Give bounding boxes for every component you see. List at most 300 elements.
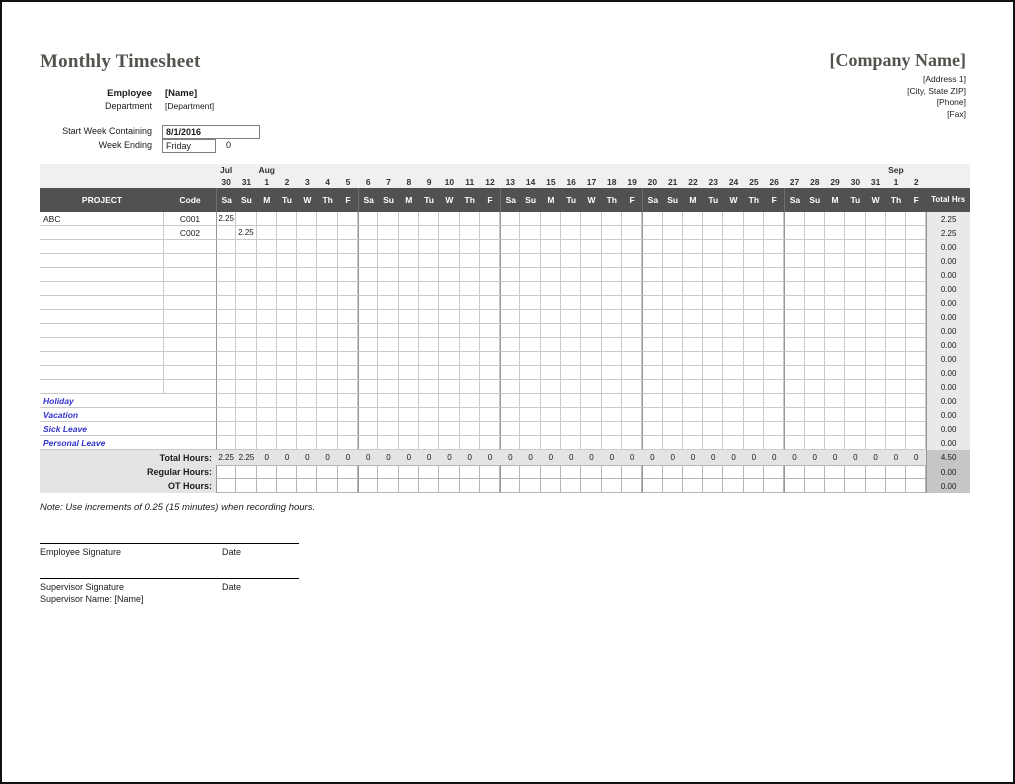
day-hours-cell[interactable] (764, 310, 784, 324)
day-hours-cell[interactable] (277, 310, 297, 324)
regular-hours-cell[interactable] (460, 465, 480, 479)
leave-hours-cell[interactable] (663, 394, 683, 408)
ot-hours-cell[interactable] (317, 479, 337, 493)
code-cell[interactable]: C002 (164, 226, 216, 240)
day-hours-cell[interactable] (784, 366, 804, 380)
day-hours-cell[interactable] (581, 282, 601, 296)
day-hours-cell[interactable] (723, 324, 743, 338)
day-hours-cell[interactable] (886, 226, 906, 240)
day-hours-cell[interactable] (683, 352, 703, 366)
leave-hours-cell[interactable] (866, 436, 886, 450)
regular-hours-cell[interactable] (419, 465, 439, 479)
day-hours-cell[interactable] (277, 352, 297, 366)
day-hours-cell[interactable] (358, 212, 378, 226)
day-hours-cell[interactable] (236, 240, 256, 254)
ot-hours-cell[interactable] (845, 479, 865, 493)
day-hours-cell[interactable] (642, 310, 662, 324)
day-hours-cell[interactable] (744, 226, 764, 240)
day-hours-cell[interactable] (886, 212, 906, 226)
day-hours-cell[interactable] (257, 240, 277, 254)
leave-hours-cell[interactable] (561, 422, 581, 436)
day-hours-cell[interactable] (642, 366, 662, 380)
day-hours-cell[interactable] (399, 366, 419, 380)
day-hours-cell[interactable] (277, 296, 297, 310)
day-hours-cell[interactable] (317, 366, 337, 380)
day-hours-cell[interactable] (480, 296, 500, 310)
ot-hours-cell[interactable] (378, 479, 398, 493)
regular-hours-cell[interactable] (906, 465, 926, 479)
day-hours-cell[interactable] (297, 324, 317, 338)
leave-hours-cell[interactable] (663, 436, 683, 450)
day-hours-cell[interactable] (460, 338, 480, 352)
day-hours-cell[interactable] (866, 324, 886, 338)
day-hours-cell[interactable] (886, 254, 906, 268)
day-hours-cell[interactable] (723, 240, 743, 254)
regular-hours-cell[interactable] (825, 465, 845, 479)
day-hours-cell[interactable] (520, 268, 540, 282)
day-hours-cell[interactable] (663, 240, 683, 254)
ot-hours-cell[interactable] (480, 479, 500, 493)
leave-hours-cell[interactable] (825, 394, 845, 408)
day-hours-cell[interactable] (602, 338, 622, 352)
day-hours-cell[interactable] (480, 366, 500, 380)
day-hours-cell[interactable] (561, 240, 581, 254)
ot-hours-cell[interactable] (784, 479, 804, 493)
day-hours-cell[interactable] (784, 310, 804, 324)
day-hours-cell[interactable] (784, 338, 804, 352)
day-hours-cell[interactable] (317, 240, 337, 254)
day-hours-cell[interactable] (723, 310, 743, 324)
day-hours-cell[interactable] (886, 268, 906, 282)
day-hours-cell[interactable] (764, 324, 784, 338)
day-hours-cell[interactable] (338, 380, 358, 394)
day-hours-cell[interactable] (622, 338, 642, 352)
day-hours-cell[interactable] (541, 380, 561, 394)
day-hours-cell[interactable] (338, 212, 358, 226)
day-hours-cell[interactable] (419, 282, 439, 296)
day-hours-cell[interactable] (378, 240, 398, 254)
day-hours-cell[interactable] (378, 226, 398, 240)
leave-hours-cell[interactable] (723, 422, 743, 436)
day-hours-cell[interactable] (744, 296, 764, 310)
leave-hours-cell[interactable] (216, 394, 236, 408)
day-hours-cell[interactable]: 2.25 (236, 226, 256, 240)
day-hours-cell[interactable] (906, 268, 926, 282)
day-hours-cell[interactable]: 2.25 (216, 212, 236, 226)
day-hours-cell[interactable] (764, 338, 784, 352)
leave-hours-cell[interactable] (622, 422, 642, 436)
leave-hours-cell[interactable] (358, 422, 378, 436)
leave-hours-cell[interactable] (825, 436, 845, 450)
day-hours-cell[interactable] (825, 310, 845, 324)
day-hours-cell[interactable] (257, 366, 277, 380)
leave-hours-cell[interactable] (338, 436, 358, 450)
leave-hours-cell[interactable] (784, 436, 804, 450)
leave-hours-cell[interactable] (216, 422, 236, 436)
regular-hours-cell[interactable] (257, 465, 277, 479)
leave-hours-cell[interactable] (906, 394, 926, 408)
leave-hours-cell[interactable] (480, 394, 500, 408)
leave-hours-cell[interactable] (602, 422, 622, 436)
leave-hours-cell[interactable] (236, 436, 256, 450)
day-hours-cell[interactable] (277, 324, 297, 338)
day-hours-cell[interactable] (399, 324, 419, 338)
day-hours-cell[interactable] (338, 310, 358, 324)
day-hours-cell[interactable] (480, 352, 500, 366)
day-hours-cell[interactable] (663, 366, 683, 380)
leave-hours-cell[interactable] (378, 422, 398, 436)
ot-hours-cell[interactable] (866, 479, 886, 493)
leave-hours-cell[interactable] (419, 436, 439, 450)
day-hours-cell[interactable] (744, 240, 764, 254)
day-hours-cell[interactable] (561, 310, 581, 324)
day-hours-cell[interactable] (520, 296, 540, 310)
ot-hours-cell[interactable] (886, 479, 906, 493)
day-hours-cell[interactable] (866, 338, 886, 352)
day-hours-cell[interactable] (358, 254, 378, 268)
day-hours-cell[interactable] (723, 380, 743, 394)
day-hours-cell[interactable] (257, 282, 277, 296)
leave-hours-cell[interactable] (866, 422, 886, 436)
day-hours-cell[interactable] (541, 240, 561, 254)
leave-hours-cell[interactable] (378, 436, 398, 450)
day-hours-cell[interactable] (703, 254, 723, 268)
day-hours-cell[interactable] (500, 352, 520, 366)
leave-hours-cell[interactable] (622, 394, 642, 408)
ot-hours-cell[interactable] (297, 479, 317, 493)
leave-hours-cell[interactable] (480, 436, 500, 450)
day-hours-cell[interactable] (845, 324, 865, 338)
leave-hours-cell[interactable] (541, 394, 561, 408)
leave-hours-cell[interactable] (480, 408, 500, 422)
day-hours-cell[interactable] (784, 380, 804, 394)
day-hours-cell[interactable] (419, 310, 439, 324)
day-hours-cell[interactable] (723, 212, 743, 226)
day-hours-cell[interactable] (257, 226, 277, 240)
leave-hours-cell[interactable] (277, 408, 297, 422)
day-hours-cell[interactable] (520, 338, 540, 352)
day-hours-cell[interactable] (764, 240, 784, 254)
day-hours-cell[interactable] (399, 352, 419, 366)
leave-hours-cell[interactable] (663, 408, 683, 422)
leave-hours-cell[interactable] (520, 394, 540, 408)
day-hours-cell[interactable] (784, 240, 804, 254)
leave-hours-cell[interactable] (663, 422, 683, 436)
day-hours-cell[interactable] (663, 352, 683, 366)
day-hours-cell[interactable] (500, 226, 520, 240)
day-hours-cell[interactable] (683, 296, 703, 310)
day-hours-cell[interactable] (744, 366, 764, 380)
leave-hours-cell[interactable] (602, 394, 622, 408)
day-hours-cell[interactable] (399, 240, 419, 254)
ot-hours-cell[interactable] (500, 479, 520, 493)
day-hours-cell[interactable] (581, 226, 601, 240)
day-hours-cell[interactable] (683, 254, 703, 268)
leave-hours-cell[interactable] (845, 394, 865, 408)
leave-hours-cell[interactable] (683, 436, 703, 450)
day-hours-cell[interactable] (297, 310, 317, 324)
day-hours-cell[interactable] (419, 212, 439, 226)
day-hours-cell[interactable] (845, 240, 865, 254)
day-hours-cell[interactable] (642, 226, 662, 240)
day-hours-cell[interactable] (236, 282, 256, 296)
ot-hours-cell[interactable] (703, 479, 723, 493)
day-hours-cell[interactable] (642, 268, 662, 282)
day-hours-cell[interactable] (744, 254, 764, 268)
regular-hours-cell[interactable] (663, 465, 683, 479)
leave-hours-cell[interactable] (602, 408, 622, 422)
leave-hours-cell[interactable] (744, 422, 764, 436)
day-hours-cell[interactable] (236, 296, 256, 310)
day-hours-cell[interactable] (378, 212, 398, 226)
leave-hours-cell[interactable] (338, 394, 358, 408)
code-cell[interactable] (164, 282, 216, 296)
project-cell[interactable] (40, 366, 164, 380)
day-hours-cell[interactable] (541, 254, 561, 268)
day-hours-cell[interactable] (784, 226, 804, 240)
day-hours-cell[interactable] (581, 212, 601, 226)
day-hours-cell[interactable] (581, 366, 601, 380)
day-hours-cell[interactable] (561, 380, 581, 394)
day-hours-cell[interactable] (581, 254, 601, 268)
leave-hours-cell[interactable] (764, 422, 784, 436)
regular-hours-cell[interactable] (703, 465, 723, 479)
day-hours-cell[interactable] (825, 338, 845, 352)
ot-hours-cell[interactable] (683, 479, 703, 493)
day-hours-cell[interactable] (460, 366, 480, 380)
regular-hours-cell[interactable] (236, 465, 256, 479)
day-hours-cell[interactable] (257, 254, 277, 268)
leave-hours-cell[interactable] (520, 422, 540, 436)
day-hours-cell[interactable] (784, 352, 804, 366)
leave-hours-cell[interactable] (744, 436, 764, 450)
leave-hours-cell[interactable] (581, 422, 601, 436)
ot-hours-cell[interactable] (602, 479, 622, 493)
day-hours-cell[interactable] (297, 254, 317, 268)
code-cell[interactable] (164, 324, 216, 338)
day-hours-cell[interactable] (257, 324, 277, 338)
day-hours-cell[interactable] (703, 366, 723, 380)
day-hours-cell[interactable] (439, 310, 459, 324)
ot-hours-cell[interactable] (419, 479, 439, 493)
day-hours-cell[interactable] (419, 268, 439, 282)
regular-hours-cell[interactable] (520, 465, 540, 479)
day-hours-cell[interactable] (480, 380, 500, 394)
leave-hours-cell[interactable] (581, 436, 601, 450)
day-hours-cell[interactable] (906, 240, 926, 254)
regular-hours-cell[interactable] (805, 465, 825, 479)
regular-hours-cell[interactable] (764, 465, 784, 479)
project-cell[interactable] (40, 296, 164, 310)
day-hours-cell[interactable] (216, 352, 236, 366)
day-hours-cell[interactable] (703, 352, 723, 366)
day-hours-cell[interactable] (845, 212, 865, 226)
ot-hours-cell[interactable] (581, 479, 601, 493)
regular-hours-cell[interactable] (602, 465, 622, 479)
day-hours-cell[interactable] (419, 352, 439, 366)
day-hours-cell[interactable] (399, 268, 419, 282)
day-hours-cell[interactable] (886, 324, 906, 338)
regular-hours-cell[interactable] (723, 465, 743, 479)
day-hours-cell[interactable] (378, 380, 398, 394)
day-hours-cell[interactable] (886, 366, 906, 380)
day-hours-cell[interactable] (906, 296, 926, 310)
day-hours-cell[interactable] (602, 268, 622, 282)
day-hours-cell[interactable] (480, 324, 500, 338)
day-hours-cell[interactable] (622, 268, 642, 282)
day-hours-cell[interactable] (297, 226, 317, 240)
day-hours-cell[interactable] (744, 310, 764, 324)
day-hours-cell[interactable] (236, 324, 256, 338)
day-hours-cell[interactable] (906, 366, 926, 380)
day-hours-cell[interactable] (236, 366, 256, 380)
code-cell[interactable] (164, 240, 216, 254)
day-hours-cell[interactable] (866, 268, 886, 282)
day-hours-cell[interactable] (683, 282, 703, 296)
day-hours-cell[interactable] (297, 366, 317, 380)
day-hours-cell[interactable] (520, 282, 540, 296)
day-hours-cell[interactable] (845, 366, 865, 380)
day-hours-cell[interactable] (358, 352, 378, 366)
ot-hours-cell[interactable] (663, 479, 683, 493)
day-hours-cell[interactable] (723, 282, 743, 296)
day-hours-cell[interactable] (216, 296, 236, 310)
day-hours-cell[interactable] (358, 380, 378, 394)
day-hours-cell[interactable] (480, 254, 500, 268)
day-hours-cell[interactable] (338, 296, 358, 310)
day-hours-cell[interactable] (358, 282, 378, 296)
day-hours-cell[interactable] (317, 268, 337, 282)
leave-hours-cell[interactable] (561, 436, 581, 450)
day-hours-cell[interactable] (764, 296, 784, 310)
day-hours-cell[interactable] (683, 380, 703, 394)
leave-hours-cell[interactable] (784, 422, 804, 436)
day-hours-cell[interactable] (663, 296, 683, 310)
leave-hours-cell[interactable] (338, 408, 358, 422)
leave-hours-cell[interactable] (419, 422, 439, 436)
day-hours-cell[interactable] (317, 254, 337, 268)
ot-hours-cell[interactable] (825, 479, 845, 493)
leave-hours-cell[interactable] (541, 408, 561, 422)
ot-hours-cell[interactable] (805, 479, 825, 493)
day-hours-cell[interactable] (460, 254, 480, 268)
day-hours-cell[interactable] (784, 212, 804, 226)
code-cell[interactable] (164, 352, 216, 366)
day-hours-cell[interactable] (257, 212, 277, 226)
day-hours-cell[interactable] (338, 338, 358, 352)
day-hours-cell[interactable] (520, 310, 540, 324)
day-hours-cell[interactable] (338, 282, 358, 296)
project-cell[interactable] (40, 254, 164, 268)
regular-hours-cell[interactable] (378, 465, 398, 479)
day-hours-cell[interactable] (744, 268, 764, 282)
day-hours-cell[interactable] (419, 380, 439, 394)
day-hours-cell[interactable] (744, 212, 764, 226)
day-hours-cell[interactable] (581, 296, 601, 310)
day-hours-cell[interactable] (439, 282, 459, 296)
project-cell[interactable] (40, 268, 164, 282)
day-hours-cell[interactable] (845, 296, 865, 310)
day-hours-cell[interactable] (561, 282, 581, 296)
leave-hours-cell[interactable] (845, 422, 865, 436)
day-hours-cell[interactable] (906, 212, 926, 226)
regular-hours-cell[interactable] (399, 465, 419, 479)
day-hours-cell[interactable] (744, 352, 764, 366)
project-cell[interactable] (40, 282, 164, 296)
day-hours-cell[interactable] (663, 324, 683, 338)
day-hours-cell[interactable] (500, 310, 520, 324)
day-hours-cell[interactable] (378, 254, 398, 268)
day-hours-cell[interactable] (845, 282, 865, 296)
day-hours-cell[interactable] (257, 296, 277, 310)
day-hours-cell[interactable] (500, 380, 520, 394)
day-hours-cell[interactable] (642, 352, 662, 366)
day-hours-cell[interactable] (236, 310, 256, 324)
day-hours-cell[interactable] (825, 226, 845, 240)
day-hours-cell[interactable] (703, 212, 723, 226)
day-hours-cell[interactable] (520, 254, 540, 268)
day-hours-cell[interactable] (703, 268, 723, 282)
leave-hours-cell[interactable] (886, 436, 906, 450)
ot-hours-cell[interactable] (460, 479, 480, 493)
day-hours-cell[interactable] (866, 212, 886, 226)
day-hours-cell[interactable] (317, 226, 337, 240)
day-hours-cell[interactable] (561, 324, 581, 338)
leave-hours-cell[interactable] (297, 436, 317, 450)
leave-hours-cell[interactable] (561, 394, 581, 408)
day-hours-cell[interactable] (277, 366, 297, 380)
day-hours-cell[interactable] (378, 282, 398, 296)
regular-hours-cell[interactable] (642, 465, 662, 479)
day-hours-cell[interactable] (297, 296, 317, 310)
day-hours-cell[interactable] (602, 226, 622, 240)
day-hours-cell[interactable] (622, 296, 642, 310)
leave-hours-cell[interactable] (399, 394, 419, 408)
day-hours-cell[interactable] (784, 254, 804, 268)
day-hours-cell[interactable] (764, 282, 784, 296)
day-hours-cell[interactable] (906, 380, 926, 394)
day-hours-cell[interactable] (541, 296, 561, 310)
regular-hours-cell[interactable] (500, 465, 520, 479)
day-hours-cell[interactable] (581, 310, 601, 324)
leave-hours-cell[interactable] (845, 408, 865, 422)
day-hours-cell[interactable] (460, 310, 480, 324)
ot-hours-cell[interactable] (642, 479, 662, 493)
day-hours-cell[interactable] (317, 212, 337, 226)
day-hours-cell[interactable] (216, 366, 236, 380)
ot-hours-cell[interactable] (541, 479, 561, 493)
day-hours-cell[interactable] (642, 240, 662, 254)
leave-hours-cell[interactable] (378, 394, 398, 408)
day-hours-cell[interactable] (723, 268, 743, 282)
day-hours-cell[interactable] (399, 296, 419, 310)
day-hours-cell[interactable] (277, 226, 297, 240)
regular-hours-cell[interactable] (845, 465, 865, 479)
day-hours-cell[interactable] (216, 226, 236, 240)
day-hours-cell[interactable] (581, 338, 601, 352)
day-hours-cell[interactable] (866, 226, 886, 240)
day-hours-cell[interactable] (520, 240, 540, 254)
day-hours-cell[interactable] (399, 310, 419, 324)
project-cell[interactable] (40, 338, 164, 352)
day-hours-cell[interactable] (338, 240, 358, 254)
leave-hours-cell[interactable] (622, 436, 642, 450)
code-cell[interactable] (164, 254, 216, 268)
regular-hours-cell[interactable] (683, 465, 703, 479)
day-hours-cell[interactable] (419, 338, 439, 352)
day-hours-cell[interactable] (561, 226, 581, 240)
day-hours-cell[interactable] (541, 366, 561, 380)
